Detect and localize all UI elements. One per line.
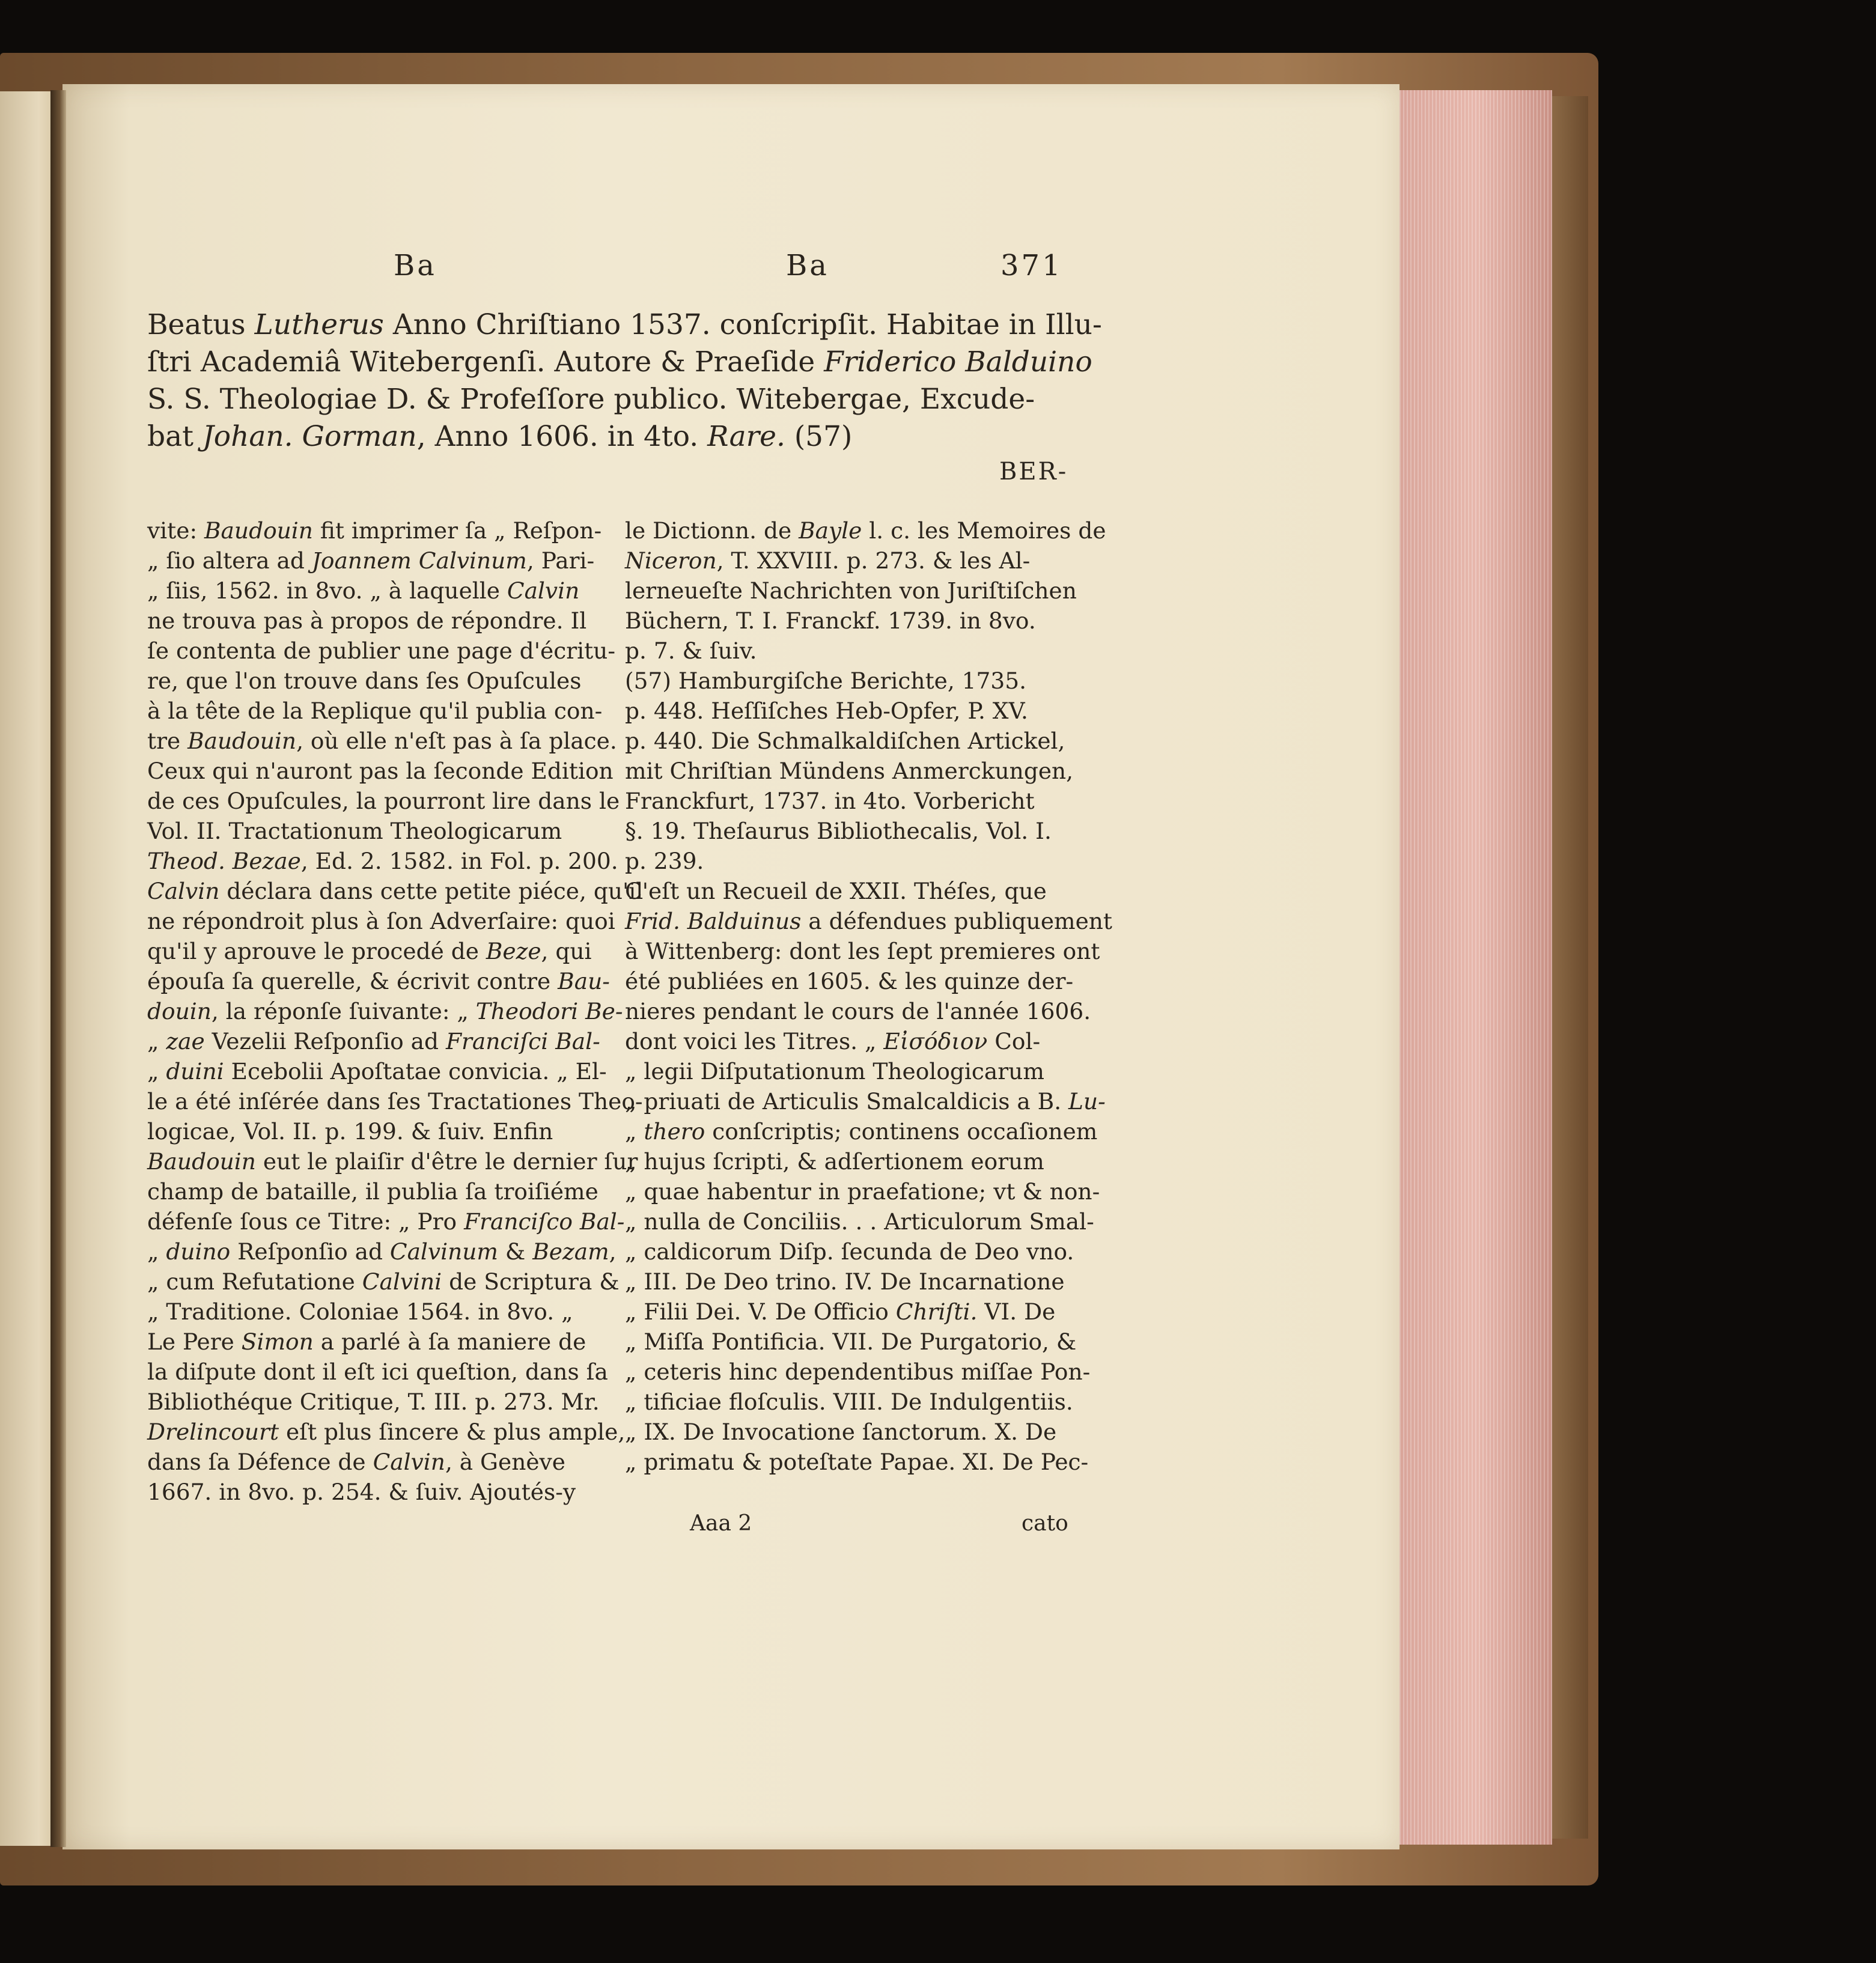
text-line [147, 606, 643, 636]
top-paragraph [147, 306, 1102, 455]
text-line [625, 1267, 1112, 1297]
text-run: vite: [147, 517, 204, 544]
text-run: été publiées en 1605. & les quinze der- [625, 968, 1074, 994]
text-line [147, 344, 1102, 381]
italic-text: zae [166, 1028, 205, 1055]
text-run: „ caldicorum Diſp. ſecunda de Deo vno. [625, 1238, 1074, 1265]
text-line [147, 546, 643, 576]
text-run: ne répondroit plus à ſon Adverſaire: quoi [147, 908, 615, 934]
text-line [625, 1026, 1112, 1056]
left-page-edge [0, 91, 55, 1846]
text-line [147, 906, 643, 936]
italic-text: Bezam [532, 1238, 609, 1265]
text-run: logicae, Vol. II. p. 199. & ſuiv. Enfin [147, 1118, 553, 1145]
text-line [625, 846, 1112, 876]
italic-text: Baudouin [187, 728, 297, 754]
text-run: „ [147, 1028, 166, 1055]
text-line [147, 1056, 643, 1086]
text-line [625, 936, 1112, 966]
text-run: Ecebolii Apoſtatae convicia. „ El- [224, 1058, 607, 1085]
text-run: „ ceteris hinc dependentibus miſſae Pon- [625, 1359, 1091, 1385]
text-run: „ III. De Deo trino. IV. De Incarnatione [625, 1268, 1065, 1295]
text-line [147, 1357, 643, 1387]
text-run: à Wittenberg: dont les ſept premieres ont [625, 938, 1100, 964]
text-line [147, 418, 1102, 455]
page-number: 371 [1000, 249, 1063, 282]
text-run: „ [147, 1238, 166, 1265]
page-fore-edge [1399, 90, 1552, 1845]
italic-text: Bayle [799, 517, 862, 544]
text-line [625, 1387, 1112, 1417]
text-line [625, 1447, 1112, 1477]
italic-text: Baudouin [147, 1148, 256, 1175]
text-line [147, 1176, 643, 1207]
italic-text: Rare. [707, 420, 785, 453]
text-run: dont voici les Titres. „ [625, 1028, 884, 1055]
text-run: „ primatu & poteſtate Papae. XI. De Pec- [625, 1449, 1089, 1475]
text-line [625, 1056, 1112, 1086]
text-run: p. 448. Heſſiſches Heb-Opfer, P. XV. [625, 698, 1028, 724]
text-line [147, 666, 643, 696]
text-run: Vol. II. Tractationum Theologicarum [147, 818, 562, 844]
running-head-center: Ba [786, 249, 829, 282]
italic-text: Calvin [507, 577, 580, 604]
text-run: la diſpute dont il eſt ici queſtion, dans ſa [147, 1359, 608, 1385]
italic-text: Baudouin [204, 517, 313, 544]
italic-text: Beze [486, 938, 541, 964]
text-run: eſt plus ſincere & plus ample, [279, 1419, 626, 1445]
text-run: tre [147, 728, 188, 754]
text-run: Büchern, T. I. Franckf. 1739. in 8vo. [625, 607, 1036, 634]
text-run: a défendues publiquement [801, 908, 1112, 934]
text-line [147, 1297, 643, 1327]
italic-text: Lutherus [254, 308, 384, 341]
text-line [147, 381, 1102, 418]
text-line [147, 936, 643, 966]
text-line [625, 1237, 1112, 1267]
text-line [147, 876, 643, 906]
text-line [625, 1417, 1112, 1447]
text-run: „ ſiis, 1562. in 8vo. „ à laquelle [147, 577, 507, 604]
text-run: , qui [541, 938, 592, 964]
text-line [625, 786, 1112, 816]
text-run: conſcriptis; continens occaſionem [705, 1118, 1098, 1145]
text-run: , Anno 1606. in 4to. [416, 420, 708, 453]
text-line [625, 1357, 1112, 1387]
text-run: , à Genève [445, 1449, 565, 1475]
text-run: „ Miſſa Pontificia. VII. De Purgatorio, & [625, 1328, 1077, 1355]
italic-text: Friderico Balduino [824, 345, 1092, 379]
text-run: §. 19. Theſaurus Bibliothecalis, Vol. I. [625, 818, 1052, 844]
text-run: „ IX. De Invocatione ſanctorum. X. De [625, 1419, 1057, 1445]
italic-text: Chriſti. [895, 1298, 978, 1325]
text-line [625, 816, 1112, 846]
italic-text: duino [166, 1238, 231, 1265]
text-run: qu'il y aprouve le procedé de [147, 938, 486, 964]
text-line [147, 306, 1102, 344]
text-line [625, 966, 1112, 996]
text-run: „ nulla de Conciliis. . . Articulorum Smal- [625, 1208, 1094, 1235]
italic-text: duini [166, 1058, 224, 1085]
text-run: le a été inſérée dans ſes Tractationes Theo- [147, 1088, 643, 1115]
text-run: p. 239. [625, 848, 704, 874]
text-line [147, 1477, 643, 1507]
text-run: déclara dans cette petite piéce, qu'il [219, 878, 644, 904]
text-run: & [498, 1238, 533, 1265]
text-run: „ Filii Dei. V. De Officio [625, 1298, 896, 1325]
text-line [147, 1146, 643, 1176]
gutter [50, 90, 66, 1847]
italic-text: Calvin [373, 1449, 445, 1475]
italic-text: Bau- [558, 968, 610, 994]
text-run: de ces Opuſcules, la pourront lire dans le [147, 788, 620, 814]
text-line [625, 606, 1112, 636]
text-line [147, 756, 643, 786]
text-run: (57) [785, 420, 853, 453]
text-line [625, 1207, 1112, 1237]
text-run: „ [625, 1118, 644, 1145]
text-run: „ Traditione. Coloniae 1564. in 8vo. „ [147, 1298, 573, 1325]
text-run: p. 440. Die Schmalkaldiſchen Artickel, [625, 728, 1065, 754]
italic-text: Calvini [362, 1268, 442, 1295]
text-line [147, 1086, 643, 1116]
italic-text: Eἰσόδιον [883, 1028, 988, 1055]
italic-text: Theodori Be- [475, 998, 623, 1024]
text-run: lerneueſte Nachrichten von Juriſtiſchen [625, 577, 1077, 604]
italic-text: Simon [241, 1328, 314, 1355]
text-run: Vezelii Reſponſio ad [204, 1028, 446, 1055]
text-run: „ priuati de Articulis Smalcaldicis a B. [625, 1088, 1069, 1115]
text-run: S. S. Theologiae D. & Profeſſore publico. Witebergae, Excude- [147, 383, 1035, 416]
italic-text: Johan. Gorman [202, 420, 417, 453]
text-run: , [609, 1238, 617, 1265]
text-run: „ tificiae floſculis. VIII. De Indulgentiis. [625, 1389, 1073, 1415]
italic-text: Joannem Calvinum [311, 547, 527, 574]
text-run: C'eſt un Recueil de XXII. Théſes, que [625, 878, 1047, 904]
text-line [147, 1417, 643, 1447]
catchword-bottom: cato [1022, 1511, 1068, 1536]
text-line [147, 1387, 643, 1417]
italic-text: Drelincourt [147, 1419, 279, 1445]
text-run: Beatus [147, 308, 255, 341]
text-line [625, 756, 1112, 786]
text-run: , Ed. 2. 1582. in Fol. p. 200. [300, 848, 618, 874]
italic-text: Lu- [1068, 1088, 1106, 1115]
text-run: eut le plaiſir d'être le dernier ſur [255, 1148, 638, 1175]
text-line [147, 816, 643, 846]
text-run: , où elle n'eſt pas à ſa place. [296, 728, 617, 754]
text-run: à la tête de la Replique qu'il publia con- [147, 698, 603, 724]
text-line [625, 546, 1112, 576]
text-run: ſe contenta de publier une page d'écritu- [147, 638, 616, 664]
text-run: Reſponſio ad [230, 1238, 390, 1265]
text-run: champ de bataille, il publia ſa troiſiéme [147, 1178, 598, 1205]
text-line [625, 516, 1112, 546]
text-line [625, 576, 1112, 606]
italic-text: thero [644, 1118, 705, 1145]
text-line [147, 1267, 643, 1297]
text-line [147, 1447, 643, 1477]
text-line [147, 846, 643, 876]
text-run: fit imprimer ſa „ Reſpon- [312, 517, 602, 544]
italic-text: Frid. Balduinus [625, 908, 802, 934]
text-run: Le Pere [147, 1328, 242, 1355]
text-line [625, 996, 1112, 1026]
text-line [147, 966, 643, 996]
text-run: l. c. les Memoires de [862, 517, 1106, 544]
text-run: épouſa ſa querelle, & écrivit contre [147, 968, 558, 994]
text-run: (57) Hamburgiſche Berichte, 1735. [625, 668, 1027, 694]
running-head-left: Ba [394, 249, 437, 282]
italic-text: douin [147, 998, 212, 1024]
text-line [147, 1327, 643, 1357]
text-line [625, 1297, 1112, 1327]
text-run: Bibliothéque Critique, T. III. p. 273. Mr. [147, 1389, 600, 1415]
text-run: mit Chriſtian Mündens Anmerckungen, [625, 758, 1074, 784]
left-column [147, 516, 643, 1507]
text-run: a parlé à ſa maniere de [313, 1328, 586, 1355]
right-column [625, 516, 1112, 1477]
text-run: Ceux qui n'auront pas la ſeconde Edition [147, 758, 614, 784]
text-line [147, 696, 643, 726]
catchword-top: BER- [999, 458, 1068, 485]
text-line [625, 1086, 1112, 1116]
italic-text: Franciſco Bal- [464, 1208, 625, 1235]
text-line [625, 1116, 1112, 1146]
text-line [625, 1176, 1112, 1207]
italic-text: Niceron [625, 547, 717, 574]
text-run: dans ſa Défence de [147, 1449, 373, 1475]
text-run: VI. De [977, 1298, 1056, 1325]
text-run: „ ſio altera ad [147, 547, 312, 574]
signature-mark: Aaa 2 [690, 1511, 752, 1536]
text-line [625, 696, 1112, 726]
text-line [625, 726, 1112, 756]
text-line [147, 576, 643, 606]
text-line [147, 1116, 643, 1146]
text-line [147, 636, 643, 666]
binding-edge [1552, 96, 1588, 1839]
text-run: p. 7. & ſuiv. [625, 638, 757, 664]
text-run: défenſe ſous ce Titre: „ Pro [147, 1208, 464, 1235]
text-run: 1667. in 8vo. p. 254. & ſuiv. Ajoutés-y [147, 1479, 576, 1505]
text-line [625, 1146, 1112, 1176]
italic-text: Theod. Bezae [147, 848, 301, 874]
text-run: , la réponſe ſuivante: „ [211, 998, 476, 1024]
text-run: re, que l'on trouve dans ſes Opuſcules [147, 668, 582, 694]
text-run: bat [147, 420, 203, 453]
text-run: „ hujus ſcripti, & adſertionem eorum [625, 1148, 1044, 1175]
text-line [147, 726, 643, 756]
text-line [147, 1207, 643, 1237]
text-line [625, 1327, 1112, 1357]
text-run: Franckfurt, 1737. in 4to. Vorbericht [625, 788, 1035, 814]
text-run: Anno Chriſtiano 1537. conſcripſit. Habitae in Illu- [383, 308, 1102, 341]
text-run: , Pari- [526, 547, 595, 574]
text-run: ſtri Academiâ Witebergenſi. Autore & Praeſide [147, 345, 824, 379]
text-run: „ legii Diſputationum Theologicarum [625, 1058, 1044, 1085]
text-run: „ [147, 1058, 166, 1085]
italic-text: Calvinum [389, 1238, 498, 1265]
text-line [147, 1237, 643, 1267]
italic-text: Calvin [147, 878, 220, 904]
text-run: nieres pendant le cours de l'année 1606. [625, 998, 1091, 1024]
text-line [625, 876, 1112, 906]
italic-text: Franciſci Bal- [445, 1028, 600, 1055]
text-line [147, 1026, 643, 1056]
text-line [147, 516, 643, 546]
text-run: ne trouva pas à propos de répondre. Il [147, 607, 587, 634]
text-line [625, 636, 1112, 666]
text-line [625, 906, 1112, 936]
text-run: , T. XXVIII. p. 273. & les Al- [716, 547, 1031, 574]
text-run: „ quae habentur in praefatione; vt & non- [625, 1178, 1100, 1205]
text-run: de Scriptura & [442, 1268, 620, 1295]
text-run: Col- [987, 1028, 1041, 1055]
text-line [147, 996, 643, 1026]
text-line [625, 666, 1112, 696]
text-run: „ cum Refutatione [147, 1268, 362, 1295]
text-run: le Dictionn. de [625, 517, 799, 544]
text-line [147, 786, 643, 816]
